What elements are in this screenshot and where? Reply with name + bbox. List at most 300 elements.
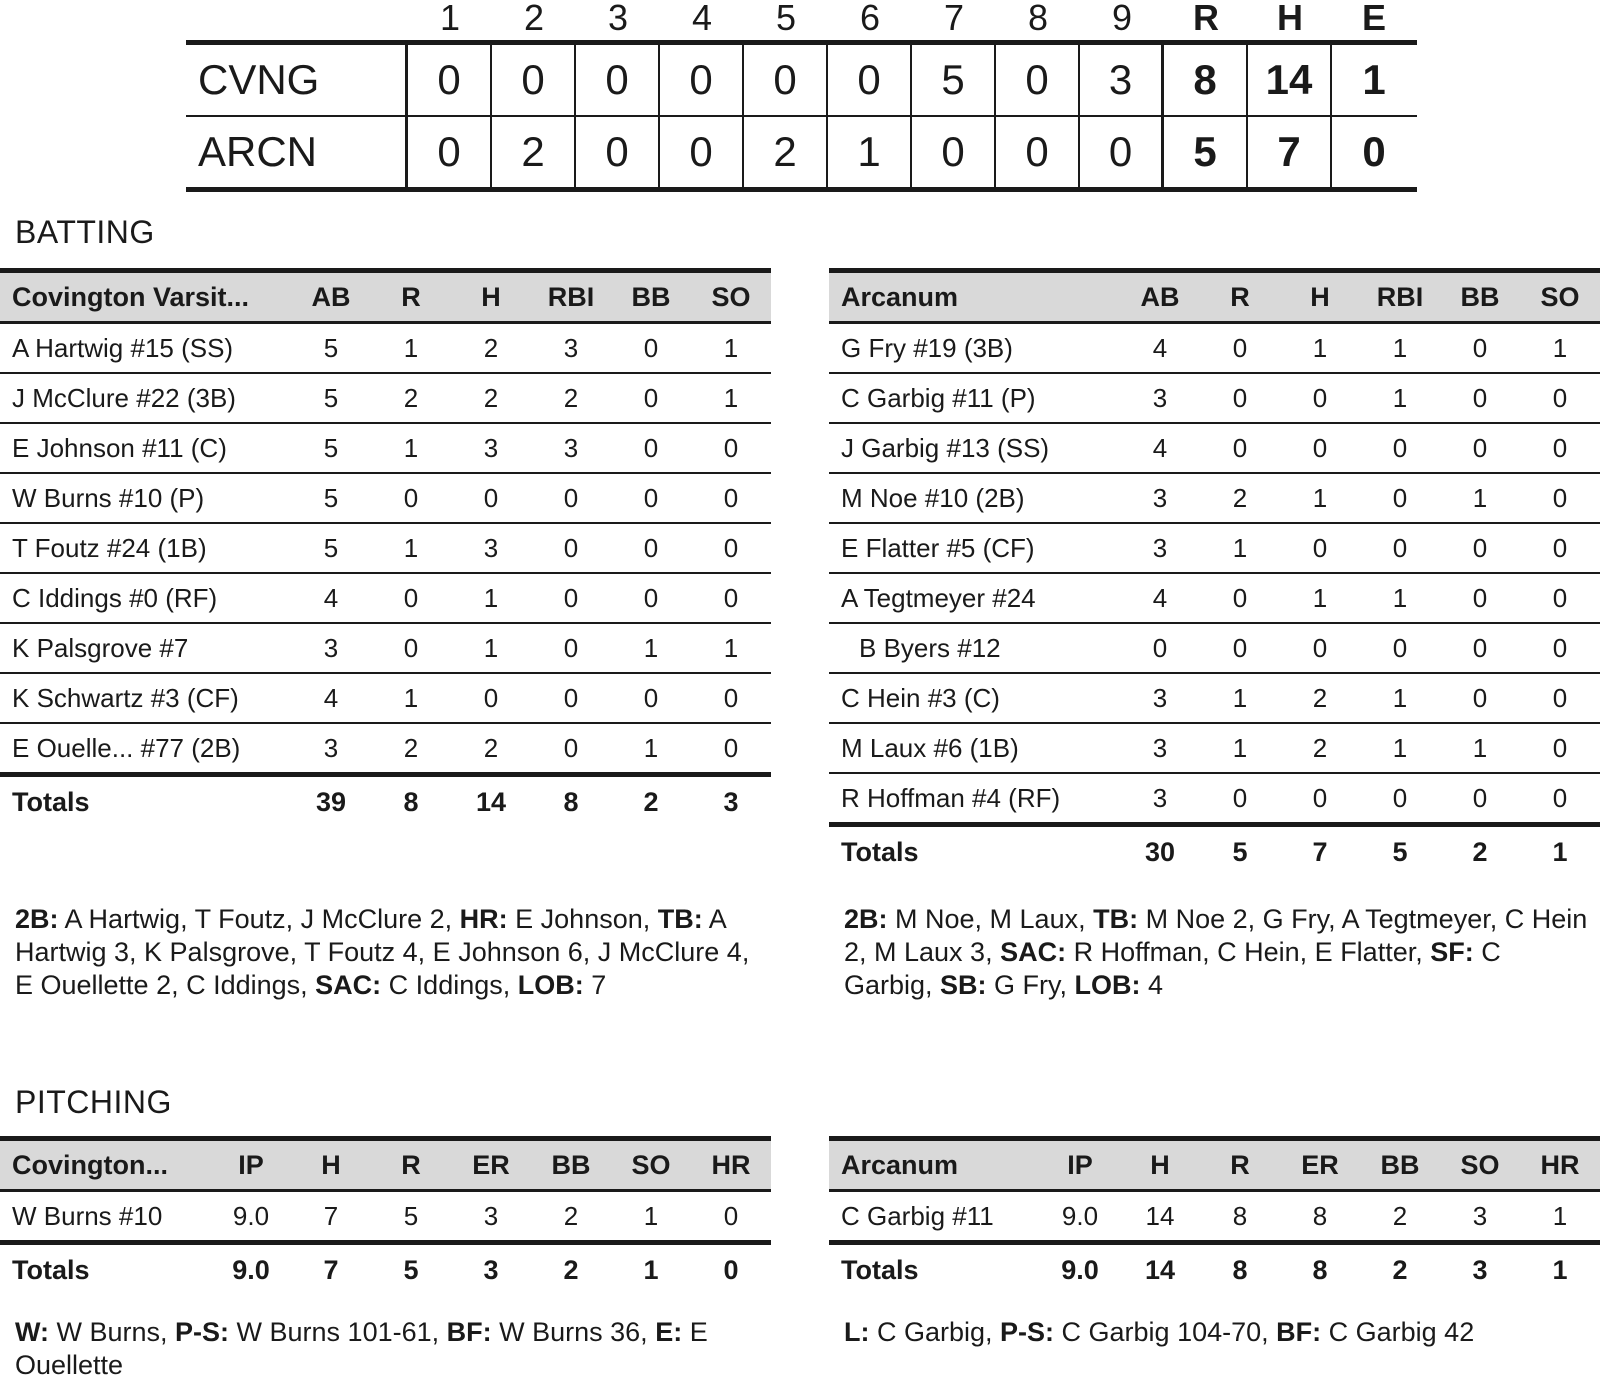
note-text: W Burns 36, <box>491 1317 656 1347</box>
stat-cell: 1 <box>1440 473 1520 523</box>
column-header: AB <box>1120 271 1200 323</box>
note-text: 4 <box>1140 970 1164 1000</box>
totals-label: Totals <box>841 836 919 867</box>
table-header-row <box>0 271 771 323</box>
stat-cell: 5 <box>291 473 371 523</box>
column-header: R <box>371 1139 451 1191</box>
batting-home-table <box>0 268 771 827</box>
player-name: T Foutz #24 (1B) <box>0 523 291 573</box>
inning-score: 0 <box>408 117 492 187</box>
note-text: C Garbig 42 <box>1321 1317 1475 1347</box>
stat-cell: 0 <box>1520 423 1600 473</box>
stat-cell: 0 <box>371 623 451 673</box>
stat-cell: 2 <box>1280 723 1360 773</box>
stat-cell: 0 <box>1360 623 1440 673</box>
stat-cell: 9.0 <box>211 1191 291 1243</box>
player-name: M Laux #6 (1B) <box>829 723 1120 773</box>
inning-score: 0 <box>996 117 1080 187</box>
stat-cell: 0 <box>1520 523 1600 573</box>
linescore-row <box>186 45 1417 115</box>
inning-score: 0 <box>408 45 492 115</box>
stat-cell: 1 <box>1360 573 1440 623</box>
column-header: H <box>291 1139 371 1191</box>
totals-label: Totals <box>12 786 90 817</box>
column-header: H <box>1120 1139 1200 1191</box>
column-header: SO <box>691 271 771 323</box>
inning-header: 1 <box>439 0 461 38</box>
stat-cell: 1 <box>611 1191 691 1243</box>
batting-title: BATTING <box>15 214 155 250</box>
batting-away-notes <box>844 903 1594 1002</box>
team-name: Arcanum <box>829 271 1120 323</box>
stat-cell: 14 <box>1120 1191 1200 1243</box>
stat-cell: 3 <box>1440 1191 1520 1243</box>
stat-cell: 2 <box>451 373 531 423</box>
column-header: RBI <box>531 271 611 323</box>
stat-cell: 0 <box>691 673 771 723</box>
stat-cell: 5 <box>291 523 371 573</box>
inning-header: 6 <box>859 0 881 38</box>
column-header: R <box>1200 1139 1280 1191</box>
stat-cell: 4 <box>291 673 371 723</box>
stat-cell: 0 <box>611 373 691 423</box>
column-header: HR <box>1520 1139 1600 1191</box>
stat-cell: 1 <box>371 423 451 473</box>
player-name: G Fry #19 (3B) <box>829 323 1120 374</box>
stat-cell: 0 <box>1280 623 1360 673</box>
stat-cell: 1 <box>1200 523 1280 573</box>
inning-score: 0 <box>660 45 744 115</box>
stat-cell: 0 <box>1520 673 1600 723</box>
total-cell: 2 <box>563 1254 579 1285</box>
player-name: W Burns #10 (P) <box>0 473 291 523</box>
table-row <box>0 523 771 573</box>
stat-cell: 0 <box>531 723 611 775</box>
stat-cell: 9.0 <box>1040 1191 1120 1243</box>
inning-score: 2 <box>492 117 576 187</box>
stat-cell: 0 <box>1200 773 1280 825</box>
stat-cell: 2 <box>371 723 451 775</box>
table-row <box>0 723 771 775</box>
stat-cell: 0 <box>1440 523 1520 573</box>
total-cell: 1 <box>1552 836 1568 867</box>
runs-total: 8 <box>1164 45 1248 115</box>
totals-label: Totals <box>841 1254 919 1285</box>
note-text: R Hoffman, C Hein, E Flatter, <box>1066 937 1431 967</box>
inning-score: 0 <box>828 45 912 115</box>
inning-header: 9 <box>1111 0 1133 38</box>
stat-cell: 1 <box>691 323 771 374</box>
stat-cell: 5 <box>291 373 371 423</box>
total-cell: 2 <box>1472 836 1488 867</box>
stat-cell: 1 <box>1360 323 1440 374</box>
stat-cell: 0 <box>1280 773 1360 825</box>
note-label: E: <box>655 1317 683 1347</box>
note-label: L: <box>844 1317 870 1347</box>
stat-cell: 3 <box>531 423 611 473</box>
hits-header: H <box>1277 0 1303 38</box>
inning-score: 0 <box>912 117 996 187</box>
total-cell: 8 <box>563 786 579 817</box>
column-header: SO <box>1520 271 1600 323</box>
stat-cell: 0 <box>1440 373 1520 423</box>
note-label: LOB: <box>1074 970 1141 1000</box>
total-cell: 2 <box>1392 1254 1408 1285</box>
stat-cell: 0 <box>451 673 531 723</box>
inning-header: 3 <box>607 0 629 38</box>
table-row <box>0 1191 771 1243</box>
stat-cell: 1 <box>1280 473 1360 523</box>
stat-cell: 1 <box>1200 673 1280 723</box>
inning-score: 0 <box>576 45 660 115</box>
table-row <box>829 573 1600 623</box>
stat-cell: 0 <box>691 423 771 473</box>
inning-score: 0 <box>996 45 1080 115</box>
note-text: 7 <box>583 970 607 1000</box>
column-header: IP <box>1040 1139 1120 1191</box>
note-label: SAC: <box>1000 937 1067 967</box>
stat-cell: 4 <box>1120 323 1200 374</box>
stat-cell: 0 <box>1120 623 1200 673</box>
stat-cell: 0 <box>531 623 611 673</box>
stat-cell: 0 <box>371 573 451 623</box>
column-header: SO <box>1440 1139 1520 1191</box>
table-row <box>0 673 771 723</box>
stat-cell: 0 <box>691 723 771 775</box>
pitching-away-notes <box>844 1316 1594 1349</box>
note-label: W: <box>15 1317 49 1347</box>
note-label: SAC: <box>315 970 382 1000</box>
stat-cell: 0 <box>611 473 691 523</box>
note-label: LOB: <box>517 970 584 1000</box>
stat-cell: 0 <box>1440 323 1520 374</box>
table-row <box>0 473 771 523</box>
table-row <box>0 573 771 623</box>
inning-header: 2 <box>523 0 545 38</box>
note-text: M Noe 2, G Fry, A Tegtmeyer, C Hein 2, M Laux 3, <box>844 904 1588 967</box>
stat-cell: 3 <box>1120 723 1200 773</box>
stat-cell: 0 <box>611 573 691 623</box>
stat-cell: 1 <box>611 723 691 775</box>
stat-cell: 1 <box>1360 673 1440 723</box>
player-name: C Garbig #11 (P) <box>829 373 1120 423</box>
note-text: A Hartwig, T Foutz, J McClure 2, <box>58 904 460 934</box>
stat-cell: 0 <box>611 523 691 573</box>
stat-cell: 3 <box>1120 673 1200 723</box>
stat-cell: 4 <box>1120 423 1200 473</box>
inning-score: 2 <box>744 117 828 187</box>
stat-cell: 1 <box>1360 723 1440 773</box>
note-label: P-S: <box>175 1317 230 1347</box>
player-name: J McClure #22 (3B) <box>0 373 291 423</box>
total-cell: 1 <box>1552 1254 1568 1285</box>
errors-header: E <box>1361 0 1386 38</box>
note-text: G Fry, <box>986 970 1075 1000</box>
total-cell: 8 <box>1312 1254 1328 1285</box>
player-name: C Hein #3 (C) <box>829 673 1120 723</box>
stat-cell: 3 <box>1120 373 1200 423</box>
player-name: W Burns #10 <box>0 1191 211 1243</box>
inning-score: 0 <box>576 117 660 187</box>
linescore-header <box>0 0 1600 36</box>
stat-cell: 8 <box>1200 1191 1280 1243</box>
player-name: R Hoffman #4 (RF) <box>829 773 1120 825</box>
pitching-home-table <box>0 1136 771 1295</box>
pitching-title: PITCHING <box>15 1084 172 1120</box>
stat-cell: 0 <box>1440 423 1520 473</box>
inning-score: 0 <box>492 45 576 115</box>
table-row <box>829 723 1600 773</box>
table-row <box>829 673 1600 723</box>
stat-cell: 0 <box>691 473 771 523</box>
note-text: C Iddings, <box>381 970 518 1000</box>
note-label: 2B: <box>844 904 888 934</box>
stat-cell: 2 <box>531 1191 611 1243</box>
total-cell: 39 <box>315 786 347 817</box>
total-cell: 14 <box>1144 1254 1176 1285</box>
stat-cell: 1 <box>371 673 451 723</box>
column-header: RBI <box>1360 271 1440 323</box>
inning-header: 4 <box>691 0 713 38</box>
note-label: TB: <box>1093 904 1139 934</box>
table-header-row <box>0 1139 771 1191</box>
stat-cell: 0 <box>1200 373 1280 423</box>
inning-score: 3 <box>1080 45 1164 115</box>
stat-cell: 0 <box>1360 473 1440 523</box>
total-cell: 1 <box>643 1254 659 1285</box>
note-label: SB: <box>940 970 987 1000</box>
errors-total: 1 <box>1362 56 1386 103</box>
linescore-table <box>186 40 1417 192</box>
note-text: E Johnson, <box>507 904 658 934</box>
team-name: Covington... <box>0 1139 211 1191</box>
note-text: C Garbig, <box>869 1317 1001 1347</box>
table-row <box>0 423 771 473</box>
stat-cell: 8 <box>1280 1191 1360 1243</box>
table-row <box>0 323 771 374</box>
stat-cell: 7 <box>291 1191 371 1243</box>
column-header: BB <box>1360 1139 1440 1191</box>
player-name: E Johnson #11 (C) <box>0 423 291 473</box>
table-row <box>829 623 1600 673</box>
inning-score: 0 <box>744 45 828 115</box>
total-cell: 7 <box>323 1254 339 1285</box>
team-name: Arcanum <box>829 1139 1040 1191</box>
column-header: AB <box>291 271 371 323</box>
stat-cell: 0 <box>1360 523 1440 573</box>
note-label: P-S: <box>1000 1317 1055 1347</box>
stat-cell: 3 <box>291 623 371 673</box>
inning-header: 5 <box>775 0 797 38</box>
inning-header: 7 <box>943 0 965 38</box>
total-cell: 5 <box>403 1254 419 1285</box>
column-header: H <box>1280 271 1360 323</box>
stat-cell: 0 <box>1520 623 1600 673</box>
batting-away-table <box>829 268 1600 877</box>
stat-cell: 0 <box>1360 423 1440 473</box>
total-cell: 8 <box>403 786 419 817</box>
stat-cell: 1 <box>1280 573 1360 623</box>
errors-total: 0 <box>1362 128 1386 175</box>
note-label: 2B: <box>15 904 59 934</box>
player-name: M Noe #10 (2B) <box>829 473 1120 523</box>
player-name: K Schwartz #3 (CF) <box>0 673 291 723</box>
stat-cell: 0 <box>1440 773 1520 825</box>
total-cell: 5 <box>1392 836 1408 867</box>
stat-cell: 1 <box>371 523 451 573</box>
player-name: K Palsgrove #7 <box>0 623 291 673</box>
team-name: Covington Varsit... <box>0 271 291 323</box>
total-cell: 7 <box>1312 836 1328 867</box>
inning-score: 0 <box>1080 117 1164 187</box>
stat-cell: 0 <box>531 573 611 623</box>
stat-cell: 0 <box>1440 673 1520 723</box>
stat-cell: 0 <box>691 523 771 573</box>
stat-cell: 3 <box>531 323 611 374</box>
stat-cell: 1 <box>611 623 691 673</box>
note-label: TB: <box>657 904 703 934</box>
inning-score: 0 <box>660 117 744 187</box>
player-name: J Garbig #13 (SS) <box>829 423 1120 473</box>
stat-cell: 2 <box>451 723 531 775</box>
stat-cell: 0 <box>1280 373 1360 423</box>
stat-cell: 5 <box>291 323 371 374</box>
stat-cell: 1 <box>691 623 771 673</box>
table-row <box>829 323 1600 374</box>
stat-cell: 0 <box>611 673 691 723</box>
stat-cell: 0 <box>1200 323 1280 374</box>
stat-cell: 0 <box>1440 573 1520 623</box>
total-cell: 3 <box>723 786 739 817</box>
stat-cell: 5 <box>371 1191 451 1243</box>
stat-cell: 2 <box>1200 473 1280 523</box>
stat-cell: 0 <box>1200 623 1280 673</box>
column-header: IP <box>211 1139 291 1191</box>
stat-cell: 0 <box>691 573 771 623</box>
table-row <box>829 473 1600 523</box>
table-row <box>0 623 771 673</box>
stat-cell: 1 <box>1520 1191 1600 1243</box>
team-abbr: CVNG <box>186 45 408 115</box>
stat-cell: 0 <box>1200 423 1280 473</box>
column-header: BB <box>611 271 691 323</box>
pitching-home-notes <box>15 1316 765 1382</box>
stat-cell: 0 <box>371 473 451 523</box>
pitching-away-table <box>829 1136 1600 1295</box>
column-header: SO <box>611 1139 691 1191</box>
total-cell: 3 <box>483 1254 499 1285</box>
runs-header: R <box>1193 0 1219 38</box>
column-header: BB <box>1440 271 1520 323</box>
stat-cell: 0 <box>1520 473 1600 523</box>
note-text: E Ouellette <box>15 1317 708 1380</box>
stat-cell: 2 <box>1280 673 1360 723</box>
note-label: BF: <box>1276 1317 1322 1347</box>
runs-total: 5 <box>1164 117 1248 187</box>
stat-cell: 0 <box>1360 773 1440 825</box>
totals-row <box>0 1243 771 1296</box>
table-row <box>829 773 1600 825</box>
player-name: C Garbig #11 <box>829 1191 1040 1243</box>
column-header: R <box>371 271 451 323</box>
stat-cell: 2 <box>1360 1191 1440 1243</box>
table-row <box>829 373 1600 423</box>
stat-cell: 0 <box>1520 573 1600 623</box>
column-header: ER <box>451 1139 531 1191</box>
stat-cell: 1 <box>371 323 451 374</box>
column-header: R <box>1200 271 1280 323</box>
inning-header: 8 <box>1027 0 1049 38</box>
note-text: W Burns, <box>49 1317 176 1347</box>
stat-cell: 3 <box>1120 773 1200 825</box>
total-cell: 8 <box>1232 1254 1248 1285</box>
column-header: H <box>451 271 531 323</box>
stat-cell: 3 <box>451 1191 531 1243</box>
note-text: M Noe, M Laux, <box>887 904 1094 934</box>
stat-cell: 1 <box>451 573 531 623</box>
total-cell: 9.0 <box>1061 1254 1099 1285</box>
total-cell: 14 <box>475 786 507 817</box>
team-abbr: ARCN <box>186 117 408 187</box>
stat-cell: 5 <box>291 423 371 473</box>
stat-cell: 0 <box>451 473 531 523</box>
player-name: A Tegtmeyer #24 <box>829 573 1120 623</box>
stat-cell: 0 <box>1280 523 1360 573</box>
stat-cell: 0 <box>531 673 611 723</box>
totals-label: Totals <box>12 1254 90 1285</box>
stat-cell: 0 <box>611 423 691 473</box>
hits-total: 7 <box>1248 117 1332 187</box>
column-header: BB <box>531 1139 611 1191</box>
stat-cell: 0 <box>1280 423 1360 473</box>
stat-cell: 2 <box>371 373 451 423</box>
total-cell: 5 <box>1232 836 1248 867</box>
stat-cell: 0 <box>691 1191 771 1243</box>
stat-cell: 1 <box>1440 723 1520 773</box>
hits-total: 14 <box>1248 45 1332 115</box>
note-label: SF: <box>1430 937 1474 967</box>
stat-cell: 1 <box>1360 373 1440 423</box>
stat-cell: 2 <box>451 323 531 374</box>
totals-row <box>829 1243 1600 1296</box>
stat-cell: 1 <box>1280 323 1360 374</box>
stat-cell: 1 <box>451 623 531 673</box>
stat-cell: 0 <box>611 323 691 374</box>
table-row <box>829 1191 1600 1243</box>
stat-cell: 3 <box>291 723 371 775</box>
stat-cell: 0 <box>1520 723 1600 773</box>
stat-cell: 1 <box>1520 323 1600 374</box>
player-name: E Ouelle... #77 (2B) <box>0 723 291 775</box>
stat-cell: 1 <box>1200 723 1280 773</box>
player-name: A Hartwig #15 (SS) <box>0 323 291 374</box>
note-text: W Burns 101-61, <box>229 1317 447 1347</box>
note-text: C Garbig 104-70, <box>1054 1317 1277 1347</box>
batting-home-notes <box>15 903 765 1002</box>
inning-score: 1 <box>828 117 912 187</box>
stat-cell: 0 <box>1200 573 1280 623</box>
total-cell: 30 <box>1144 836 1176 867</box>
total-cell: 2 <box>643 786 659 817</box>
stat-cell: 0 <box>531 523 611 573</box>
stat-cell: 2 <box>531 373 611 423</box>
table-row <box>0 373 771 423</box>
stat-cell: 0 <box>531 473 611 523</box>
note-text: C Garbig, <box>844 937 1501 1000</box>
stat-cell: 0 <box>1520 373 1600 423</box>
totals-row <box>829 825 1600 878</box>
stat-cell: 3 <box>1120 523 1200 573</box>
